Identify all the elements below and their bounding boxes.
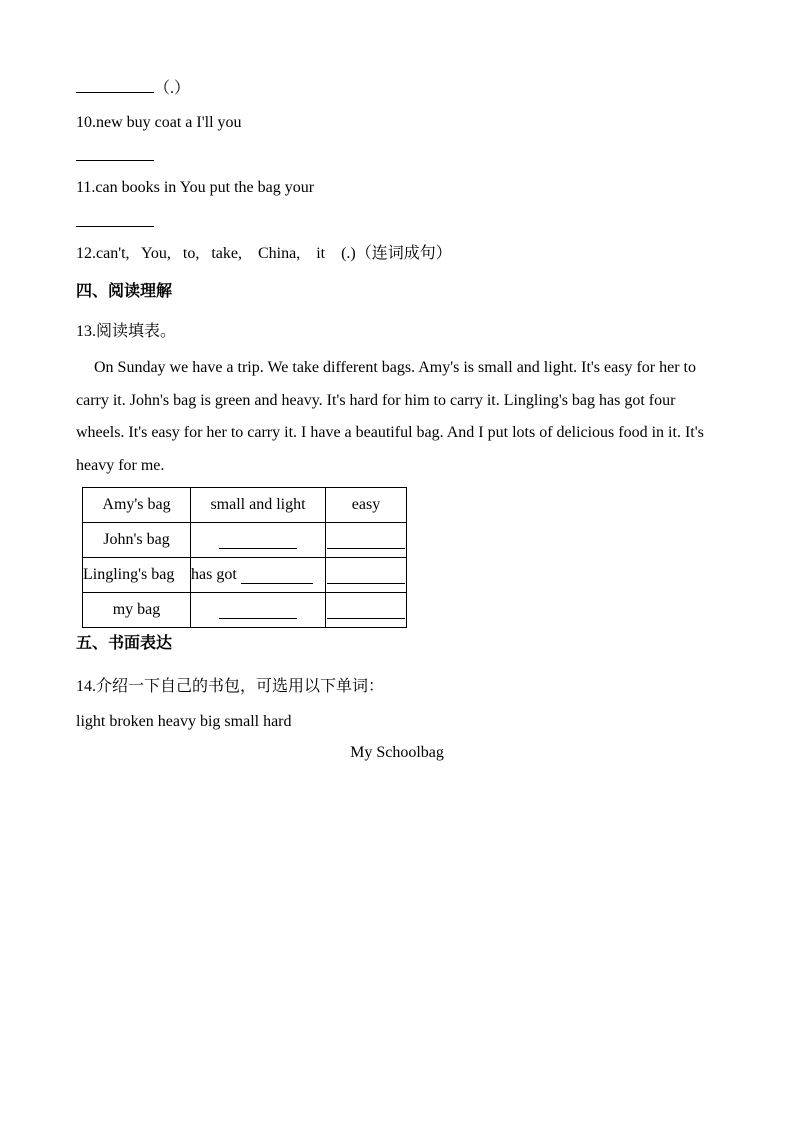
q9-answer-line (76, 78, 190, 99)
table-cell (191, 523, 326, 558)
q11-answer-line (76, 212, 154, 233)
table-row (83, 488, 407, 523)
answer-blank[interactable] (76, 146, 154, 161)
q9-punctuation: （.） (154, 80, 191, 97)
table-cell: Lingling's bag (83, 558, 191, 593)
table-cell (326, 558, 407, 593)
q11-text: 11.can books in You put the bag your (76, 179, 315, 196)
table-row (83, 593, 407, 628)
answer-blank[interactable] (327, 567, 405, 584)
answer-blank[interactable] (219, 532, 297, 549)
table-cell (326, 523, 407, 558)
fill-in-table (82, 487, 407, 628)
table-cell: my bag (83, 593, 191, 628)
q10-answer-line (76, 146, 154, 167)
q12-text: 12.can't, You, to, take, China, it (.)（连词成句） (76, 245, 452, 262)
cell-text: has got (191, 566, 237, 583)
table-cell (191, 593, 326, 628)
q10-text: 10.new buy coat a I'll you (76, 114, 242, 131)
answer-blank[interactable] (241, 567, 313, 584)
passage-text: On Sunday we have a trip. We take different bags. Amy's is small and light. It's easy for her to carry it. John's bag is green and heavy. It's hard for him to carry it. Lingling's bag has got four wheels. It's easy for her to carry it. I have a beautiful bag. And I put lots of delicious food in it. It's heavy for me. (76, 359, 704, 474)
table-cell: John's bag (83, 523, 191, 558)
table-row (83, 523, 407, 558)
section-heading-writing: 五、书面表达 (76, 633, 173, 652)
q13-prompt: 13.阅读填表。 (76, 323, 177, 340)
composition-title: My Schoolbag (350, 744, 444, 761)
answer-blank[interactable] (327, 602, 405, 619)
q14-word-list: light broken heavy big small hard (76, 713, 292, 730)
answer-blank[interactable] (76, 212, 154, 227)
answer-blank[interactable] (327, 532, 405, 549)
answer-blank[interactable] (76, 78, 154, 93)
table-cell: Amy's bag (83, 488, 191, 523)
section-heading-reading: 四、阅读理解 (76, 281, 173, 300)
q14-prompt: 14.介绍一下自己的书包，可选用以下单词： (76, 678, 385, 695)
table-row (83, 558, 407, 593)
table-cell (191, 558, 326, 593)
table-cell: small and light (191, 488, 326, 523)
table-cell (326, 593, 407, 628)
answer-blank[interactable] (219, 602, 297, 619)
table-cell: easy (326, 488, 407, 523)
reading-passage (76, 352, 716, 482)
